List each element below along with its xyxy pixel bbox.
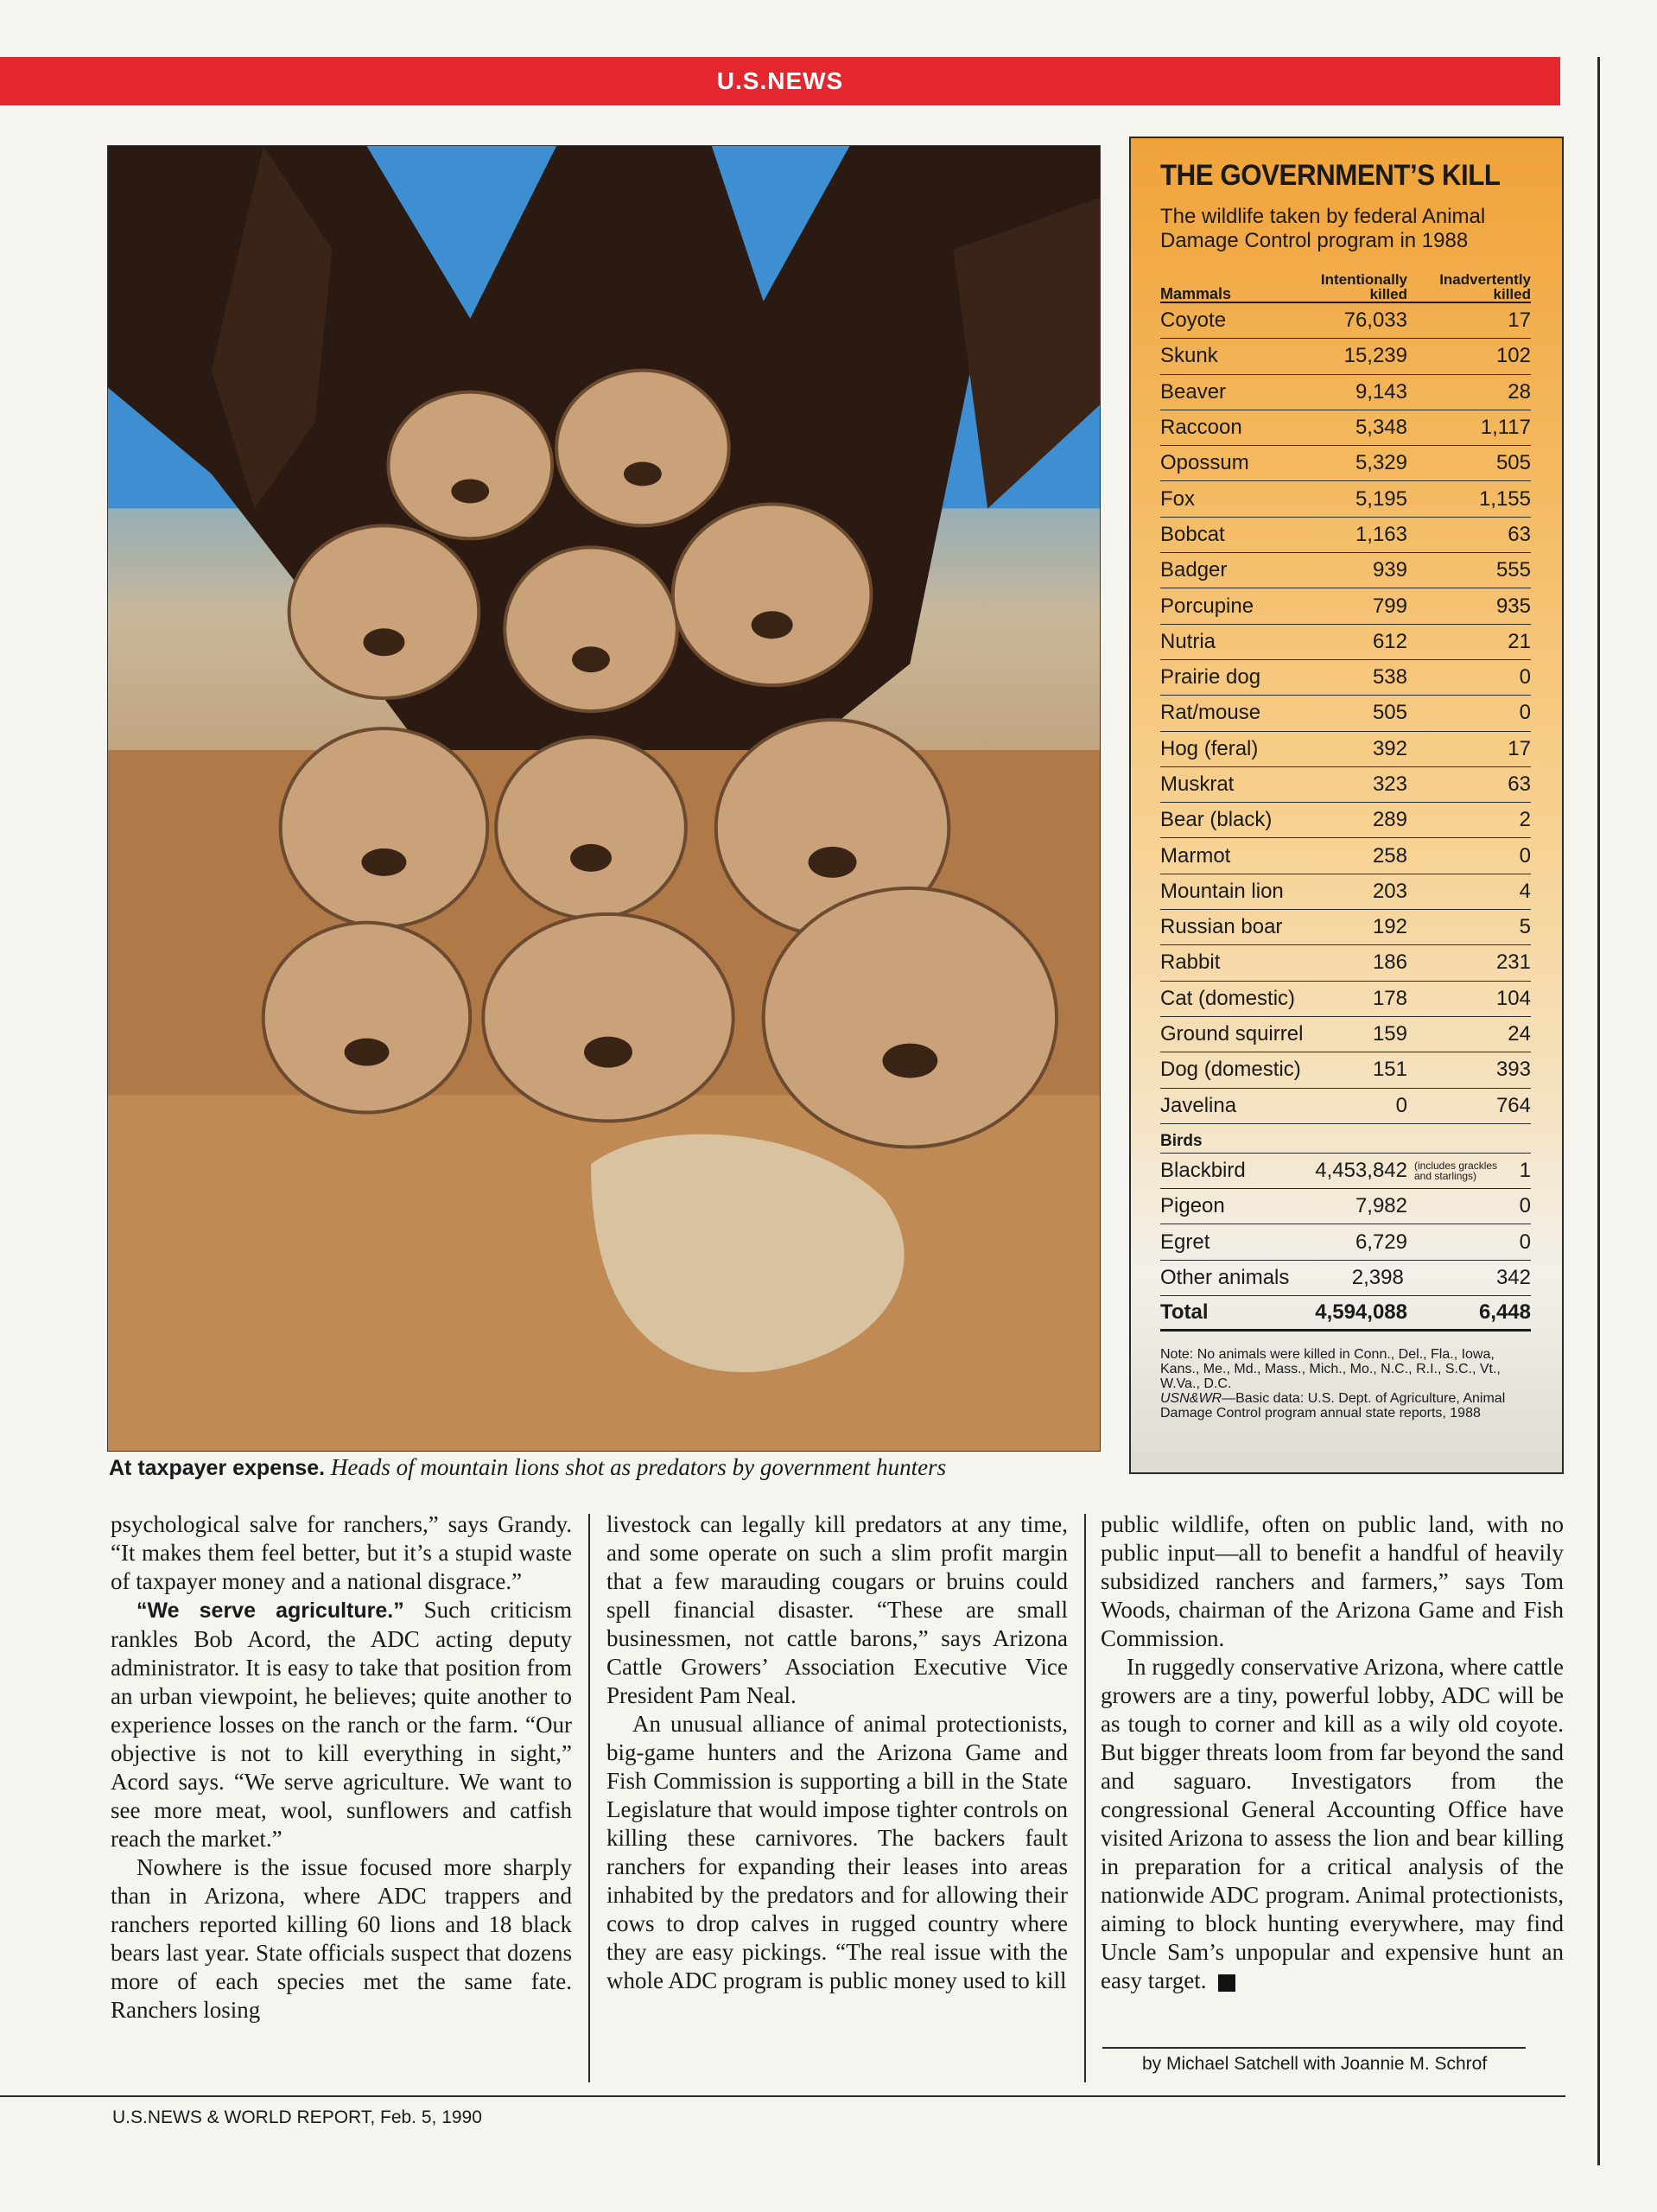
intentional-count: 159 [1372,1022,1407,1046]
article-paragraph: livestock can legally kill predators at any time, and some operate on such a slim profit margin that a few marauding cougars or bruins could spell financial disaster. “These are small businessmen, not cattle barons,” says Arizona Cattle Growers’ Association Executive Vice President Pam Neal. [606,1511,1068,1708]
caption-text: Heads of mountain lions shot as predators by government hunters [330,1454,947,1480]
sidebar-subtitle: The wildlife taken by federal Animal Damage Control program in 1988 [1160,205,1486,252]
animal-name: Ground squirrel [1160,1022,1304,1046]
inadvertent-count: 0 [1519,701,1531,725]
section-header-bar [0,57,1560,105]
table-row [1160,1261,1531,1296]
intentional-count: 258 [1372,843,1407,868]
table-row [1160,838,1531,874]
table-row [1160,1052,1531,1088]
animal-name: Porcupine [1160,594,1254,618]
table-row [1160,588,1531,624]
animal-name: Cat (domestic) [1160,986,1296,1010]
animal-name: Javelina [1160,1093,1237,1117]
article-paragraph-text: Such criticism rankles Bob Acord, the ADC acting deputy administrator. It is easy to take that position from an urban viewpoint, he believes; quite another to experience losses on the ranch or the farm. “Our objective is not to kill everything in sight,” Acord says. “We serve agriculture. We want to see more meat, wool, sunflowers and catfish reach the market.” [111,1597,572,1852]
table-row [1160,1089,1531,1124]
header-mammals: Mammals [1160,285,1232,302]
total-label: Total [1160,1300,1209,1325]
intentional-count: 76,033 [1343,308,1407,333]
inadvertent-count: 555 [1495,558,1531,582]
inadvertent-count: 17 [1508,736,1531,760]
intentional-count: 203 [1372,879,1407,903]
column-rule [588,1514,590,2082]
article-paragraph: psychological salve for ranchers,” says Grandy. “It makes them feel better, but it’s a stupid waste of taxpayer money and a national disgrace.” [111,1511,572,1594]
inadvertent-count: 5 [1519,915,1531,939]
caption-lead: At taxpayer expense. [109,1456,326,1480]
table-row [1160,410,1531,446]
intentional-count: 6,729 [1355,1230,1407,1254]
animal-name: Skunk [1160,344,1218,368]
intentional-count: 15,239 [1343,344,1407,368]
table-row [1160,375,1531,410]
table-row [1160,660,1531,696]
table-row [1160,446,1531,481]
article-paragraph [111,1596,572,1853]
article-paragraph [1101,1653,1564,1995]
table-row [1160,339,1531,374]
sidebar-title: THE GOVERNMENT’S KILL [1160,159,1501,192]
inadvertent-count: 17 [1508,308,1531,333]
end-mark-icon [1218,1974,1235,1992]
inadvertent-count: 0 [1519,843,1531,868]
inadvertent-count: 505 [1495,451,1531,475]
animal-name: Bear (black) [1160,808,1273,832]
sidebar-source [1160,1391,1531,1421]
table-row [1160,696,1531,731]
intentional-count: 0 [1395,1093,1407,1117]
inadvertent-count: 63 [1508,772,1531,796]
table-row [1160,1189,1531,1224]
article-column-3 [1101,1510,1564,1995]
intentional-count: 323 [1372,772,1407,796]
intentional-count: 612 [1372,629,1407,653]
table-row [1160,625,1531,660]
run-in-head: “We serve agriculture.” [136,1599,404,1623]
intentional-count: 2,398 [1351,1265,1404,1289]
table-header-row [1160,265,1531,303]
article-column-1 [111,1510,572,2024]
animal-name: Russian boar [1160,915,1283,939]
inadvertent-count: 0 [1519,1230,1531,1254]
animal-name: Pigeon [1160,1194,1225,1218]
intentional-count: 178 [1372,986,1407,1010]
animal-name: Opossum [1160,451,1249,475]
byline-rule [1102,2047,1526,2049]
intentional-count: 799 [1372,594,1407,618]
inadvertent-count: 764 [1495,1093,1531,1117]
inadvertent-count: 0 [1519,665,1531,690]
table-row [1160,1154,1531,1189]
animal-name: Prairie dog [1160,665,1261,690]
article-paragraph: public wildlife, often on public land, with no public input—all to benefit a handful of heavily subsidized ranchers and farmers,” says Tom Woods, chairman of the Arizona Game and Fish Commission. [1101,1511,1564,1651]
sidebar-note: Note: No animals were killed in Conn., Del., Fla., Iowa, Kans., Me., Md., Mass., Mich., Mo., N.C., R.I., S.C., Vt., W.Va., D.C. [1160,1347,1501,1392]
animal-name: Beaver [1160,379,1227,404]
intentional-count: 9,143 [1355,379,1407,404]
table-row [1160,910,1531,945]
article-paragraph: An unusual alliance of animal protectionists, big-game hunters and the Arizona Game and Fish Commission is supporting a bill in the State Legislature that would impose tighter controls on killing these carnivores. The backers fault ranchers for expanding their leases into areas inhabited by the predators and for allowing their cows to drop calves in rugged country where they are easy pickings. “The real issue with the whole ADC program is public money used to kill [606,1711,1068,1993]
intentional-count: 289 [1372,808,1407,832]
photo-mountain-lion-heads [107,145,1101,1452]
animal-name: Raccoon [1160,416,1242,440]
section-label: U.S.NEWS [716,67,844,94]
table-row [1160,481,1531,517]
intentional-count: 939 [1372,558,1407,582]
inadvertent-count: 102 [1495,344,1531,368]
article-paragraph-text: In ruggedly conservative Arizona, where cattle growers are a tiny, powerful lobby, ADC will be as tough to corner and kill as a wily old coyote. But bigger threats loom from far beyond the sand and saguaro. Investigators from the congressional General Accounting Office have visited Arizona to assess the lion and bear killing in preparation for a critical analysis of the nationwide ADC program. Animal protectionists, aiming to block hunting everywhere, may find Uncle Sam’s unpopular and expensive hunt an easy target. [1101,1654,1564,1993]
table-row [1160,553,1531,588]
table-row [1160,767,1531,803]
animal-name: Egret [1160,1230,1210,1254]
intentional-count: 505 [1372,701,1407,725]
intentional-count: 151 [1372,1058,1407,1082]
table-row [1160,1224,1531,1260]
column-rule [1084,1514,1086,2082]
inadvertent-count: 2 [1519,808,1531,832]
table-row [1160,1017,1531,1052]
animal-name: Marmot [1160,843,1231,868]
inadvertent-count: 4 [1519,879,1531,903]
inadvertent-count: 393 [1495,1058,1531,1082]
intentional-count: 5,348 [1355,416,1407,440]
table-row [1160,303,1531,339]
inadvertent-count: 1,155 [1478,486,1531,511]
table-row [1160,518,1531,553]
intentional-count: 7,982 [1355,1194,1407,1218]
inadvertent-count: 0 [1519,1194,1531,1218]
footer-rule [0,2095,1565,2097]
photo-caption [109,1454,1102,1481]
intentional-count: 1,163 [1355,522,1407,546]
byline: by Michael Satchell with Joannie M. Schrof [1142,2054,1488,2074]
bird-rows [1160,1154,1531,1296]
animal-name: Mountain lion [1160,879,1284,903]
table-row [1160,945,1531,981]
animal-name: Bobcat [1160,522,1225,546]
mammal-rows [1160,303,1531,1124]
inadvertent-count: 24 [1508,1022,1531,1046]
header-intentional: Intentionally killed [1320,271,1407,302]
table-row [1160,732,1531,767]
animal-name: Rabbit [1160,950,1221,975]
animal-name: Badger [1160,558,1228,582]
header-inadvertent: Inadvertently killed [1439,271,1531,302]
inadvertent-count: 1,117 [1480,416,1531,440]
row-note: (includes grackles and starlings) [1414,1159,1498,1182]
animal-name: Nutria [1160,629,1216,653]
birds-section-label: Birds [1160,1124,1531,1154]
intentional-count: 4,453,842 [1315,1158,1407,1182]
animal-name: Other animals [1160,1265,1290,1289]
animal-name: Muskrat [1160,772,1235,796]
total-inadvertent: 6,448 [1478,1300,1531,1325]
total-intentional: 4,594,088 [1315,1300,1407,1325]
inadvertent-count: 63 [1508,522,1531,546]
inadvertent-count: 21 [1508,629,1531,653]
inadvertent-count: 1 [1519,1158,1531,1182]
footer-folio: U.S.NEWS & WORLD REPORT, Feb. 5, 1990 [112,2107,482,2127]
article-paragraph: Nowhere is the issue focused more sharply than in Arizona, where ADC trappers and ranchers reported killing 60 lions and 18 black bears last year. State officials suspect that dozens more of each species met the same fate. Ranchers losing [111,1854,572,2023]
animal-name: Coyote [1160,308,1227,333]
source-text: —Basic data: U.S. Dept. of Agriculture, Animal Damage Control program annual state reports, 1988 [1160,1391,1506,1421]
page-edge-rule [1597,57,1600,2165]
inadvertent-count: 935 [1495,594,1531,618]
intentional-count: 392 [1372,736,1407,760]
intentional-count: 192 [1372,915,1407,939]
intentional-count: 538 [1372,665,1407,690]
source-lead: USN&WR [1160,1391,1222,1407]
intentional-count: 186 [1372,950,1407,975]
animal-name: Dog (domestic) [1160,1058,1301,1082]
inadvertent-count: 104 [1495,986,1531,1010]
animal-name: Fox [1160,486,1196,511]
inadvertent-count: 342 [1495,1265,1531,1289]
animal-name: Hog (feral) [1160,736,1259,760]
intentional-count: 5,329 [1355,451,1407,475]
animal-name: Rat/mouse [1160,701,1261,725]
inadvertent-count: 28 [1508,379,1531,404]
table-row [1160,982,1531,1017]
kill-table-sidebar [1129,137,1564,1474]
table-row [1160,803,1531,838]
total-row [1160,1296,1531,1332]
animal-name: Blackbird [1160,1158,1246,1182]
intentional-count: 5,195 [1355,486,1407,511]
inadvertent-count: 231 [1495,950,1531,975]
article-column-2 [606,1510,1068,1995]
table-row [1160,874,1531,910]
